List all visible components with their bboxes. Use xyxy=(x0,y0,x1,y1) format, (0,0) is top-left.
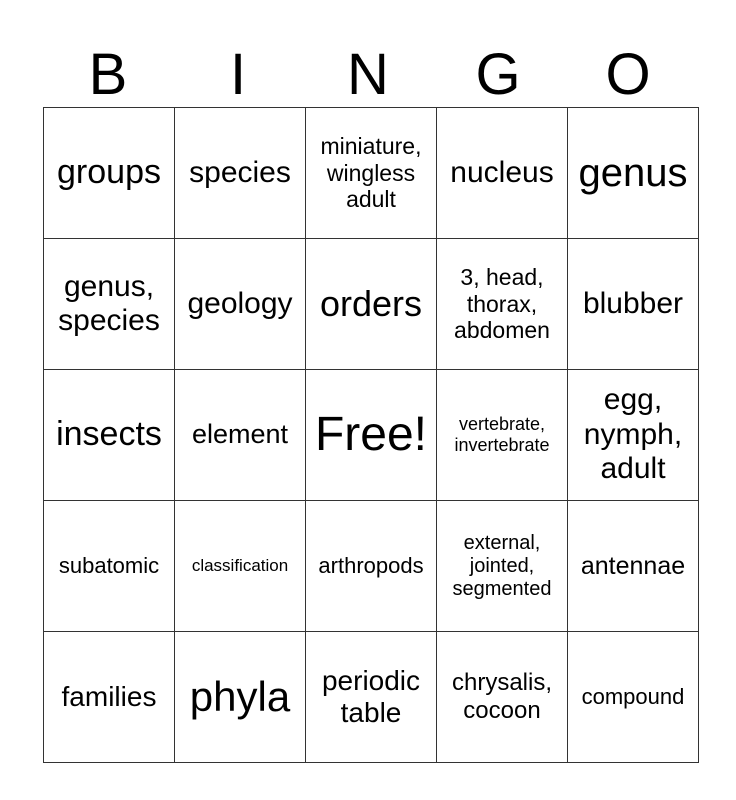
header-letter-i: I xyxy=(229,42,247,107)
bingo-cell: element xyxy=(175,370,306,501)
bingo-cell: external, jointed, segmented xyxy=(437,501,568,632)
bingo-cell: species xyxy=(175,108,306,239)
bingo-cell: vertebrate, invertebrate xyxy=(437,370,568,501)
bingo-cell: 3, head, thorax, abdomen xyxy=(437,239,568,370)
bingo-cell: genus, species xyxy=(44,239,175,370)
bingo-cell: chrysalis, cocoon xyxy=(437,632,568,763)
bingo-cell: arthropods xyxy=(306,501,437,632)
grid-row xyxy=(44,501,699,632)
bingo-cell: egg, nymph, adult xyxy=(568,370,699,501)
bingo-cell: phyla xyxy=(175,632,306,763)
bingo-cell: families xyxy=(44,632,175,763)
grid-row xyxy=(44,632,699,763)
grid-row xyxy=(44,370,699,501)
bingo-cell: blubber xyxy=(568,239,699,370)
bingo-cell: orders xyxy=(306,239,437,370)
bingo-cell: miniature, wingless adult xyxy=(306,108,437,239)
bingo-cell: antennae xyxy=(568,501,699,632)
bingo-header xyxy=(43,42,693,108)
bingo-cell: periodic table xyxy=(306,632,437,763)
bingo-cell: genus xyxy=(568,108,699,239)
bingo-cell: classification xyxy=(175,501,306,632)
free-space: Free! xyxy=(306,370,437,501)
header-letter-n: N xyxy=(347,42,389,107)
grid-row xyxy=(44,108,699,239)
bingo-cell: subatomic xyxy=(44,501,175,632)
bingo-cell: insects xyxy=(44,370,175,501)
bingo-cell: nucleus xyxy=(437,108,568,239)
bingo-cell: geology xyxy=(175,239,306,370)
bingo-cell: groups xyxy=(44,108,175,239)
header-letter-g: G xyxy=(475,42,521,107)
header-letter-b: B xyxy=(88,42,128,107)
header-letter-o: O xyxy=(605,42,651,107)
grid-row xyxy=(44,239,699,370)
bingo-cell: compound xyxy=(568,632,699,763)
bingo-grid xyxy=(43,107,699,763)
